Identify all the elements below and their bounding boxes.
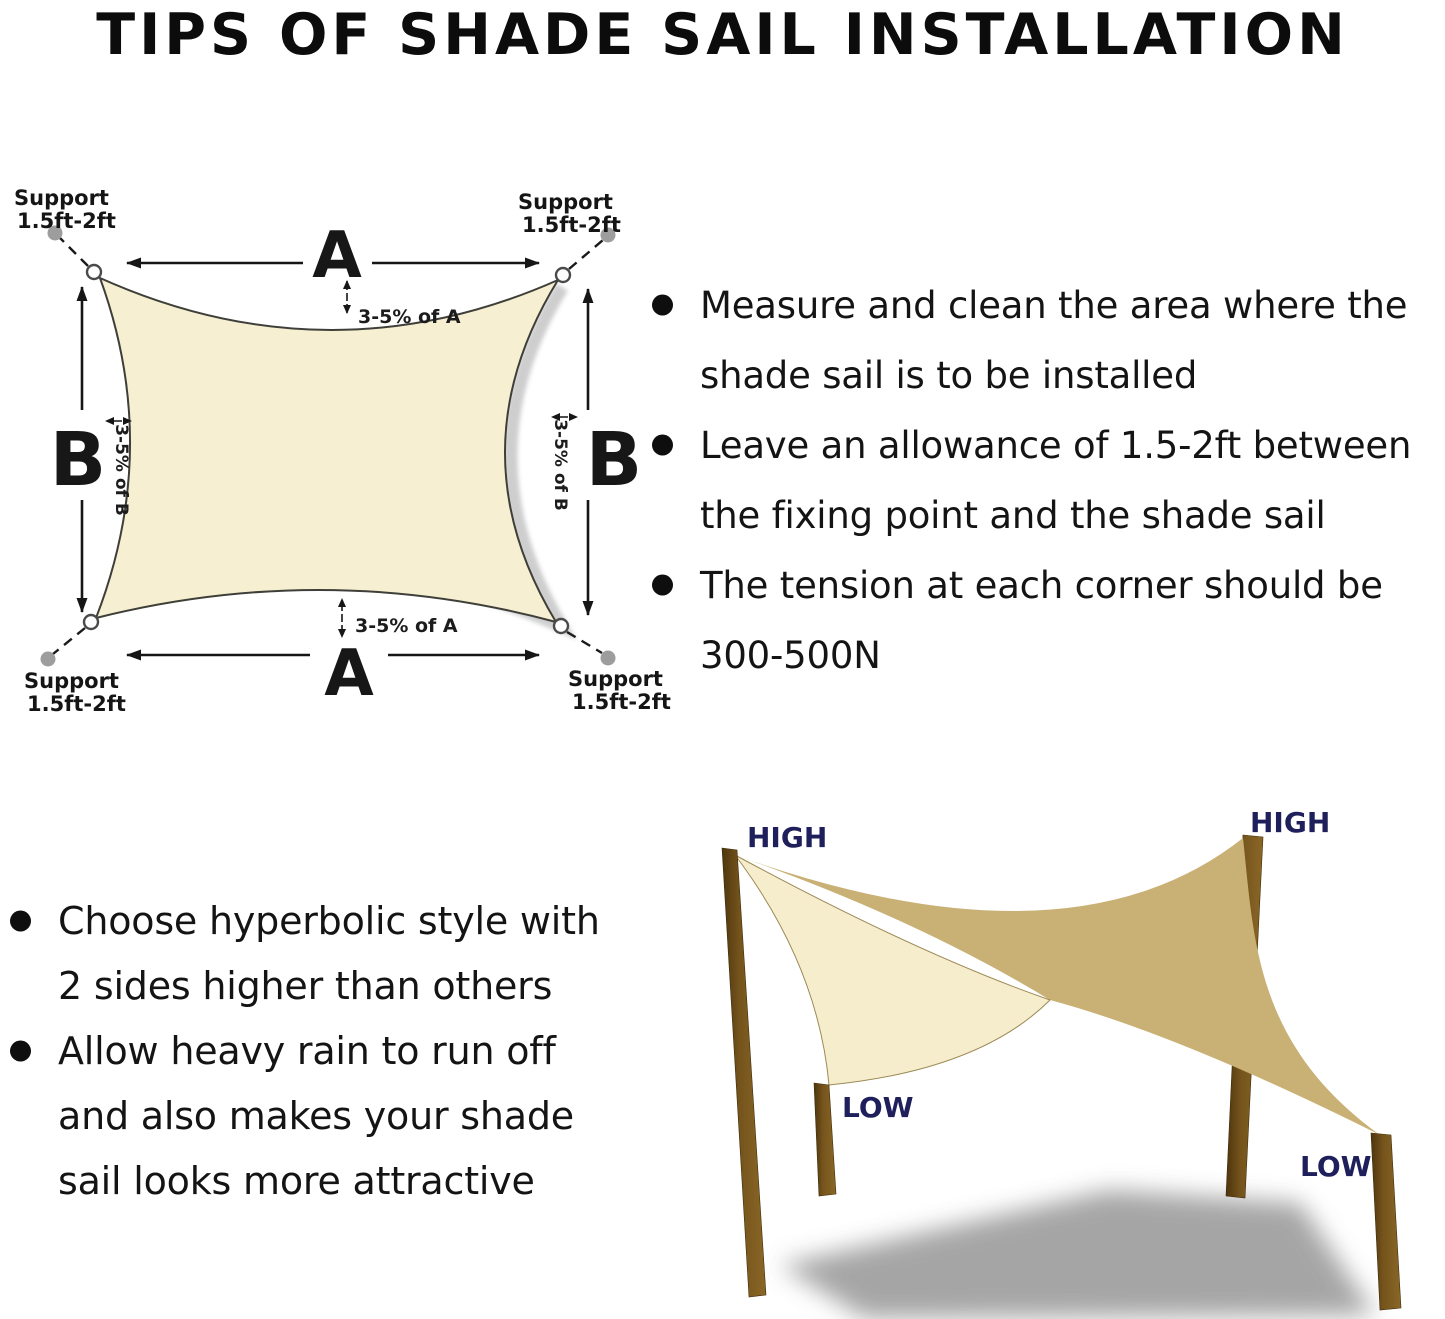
list-item <box>650 480 1445 550</box>
bullet-icon <box>652 295 673 316</box>
bullet-icon <box>10 1040 31 1061</box>
corner-ring-bottom-right <box>554 619 568 633</box>
tether-bottom-left <box>53 628 85 654</box>
list-item <box>650 270 1445 340</box>
shade-sail-shape <box>96 278 558 622</box>
corner-ring-bottom-left <box>84 615 98 629</box>
dim-label-a-top: A <box>312 219 362 293</box>
list-item <box>650 410 1445 480</box>
tip-text: Allow heavy rain to run off <box>58 1028 556 1073</box>
tip-text: the fixing point and the shade sail <box>700 493 1326 537</box>
support-point-bottom-right <box>601 651 616 666</box>
sag-label-b-left: 3-5% of B <box>111 424 131 516</box>
label-low-left: LOW <box>842 1091 914 1124</box>
label-low-right: LOW <box>1300 1150 1372 1183</box>
list-item <box>8 953 648 1018</box>
tip-text: shade sail is to be installed <box>700 353 1198 397</box>
corner-ring-top-right <box>556 268 570 282</box>
support-label: Support <box>14 186 109 210</box>
label-high-left: HIGH <box>747 821 828 854</box>
tip-text: 2 sides higher than others <box>58 963 553 1008</box>
dim-label-b-left: B <box>49 417 107 503</box>
bullet-icon <box>652 435 673 456</box>
list-item <box>650 340 1445 410</box>
tether-top-right <box>569 240 603 269</box>
dim-label-b-right: B <box>585 417 643 503</box>
list-item <box>8 888 648 953</box>
tether-top-left <box>60 238 88 266</box>
post-low-left <box>814 1083 836 1196</box>
tip-text: Choose hyperbolic style with <box>58 898 600 943</box>
bullet-icon <box>10 910 31 931</box>
list-item <box>650 620 1445 690</box>
list-item <box>8 1083 648 1148</box>
page-title: TIPS OF SHADE SAIL INSTALLATION <box>96 2 1349 68</box>
list-item <box>8 1018 648 1083</box>
tip-text: Leave an allowance of 1.5-2ft between <box>700 423 1412 467</box>
sag-label-b-right: 3-5% of B <box>550 419 570 511</box>
tip-text: and also makes your shade <box>58 1093 574 1138</box>
sag-label-a-bottom: 3-5% of A <box>355 615 458 637</box>
list-item <box>650 550 1445 620</box>
support-label: Support <box>518 190 613 214</box>
corner-ring-top-left <box>87 265 101 279</box>
label-high-right: HIGH <box>1250 806 1331 839</box>
sag-label-a-top: 3-5% of A <box>358 306 461 328</box>
tip-text: The tension at each corner should be <box>700 563 1383 607</box>
installation-tips-list <box>650 270 1445 690</box>
support-point-bottom-left <box>41 652 56 667</box>
post-low-right <box>1371 1133 1401 1310</box>
support-label: 1.5ft-2ft <box>17 209 116 233</box>
tether-bottom-right <box>567 632 602 653</box>
post-high-left <box>722 848 766 1297</box>
tip-text: Measure and clean the area where the <box>700 283 1408 327</box>
ground-shadow <box>780 1190 1375 1318</box>
support-label: Support <box>568 667 663 691</box>
shade-sail-dimension-diagram <box>0 165 680 740</box>
support-label: Support <box>24 669 119 693</box>
bullet-icon <box>652 575 673 596</box>
hyperbolic-tips-list <box>8 888 648 1213</box>
support-label: 1.5ft-2ft <box>572 690 671 714</box>
support-label: 1.5ft-2ft <box>522 213 621 237</box>
tip-text: sail looks more attractive <box>58 1158 535 1203</box>
tip-text: 300-500N <box>700 633 881 677</box>
support-label: 1.5ft-2ft <box>27 692 126 716</box>
hyperbolic-sail-illustration <box>680 790 1445 1319</box>
dim-label-a-bottom: A <box>324 637 374 711</box>
list-item <box>8 1148 648 1213</box>
